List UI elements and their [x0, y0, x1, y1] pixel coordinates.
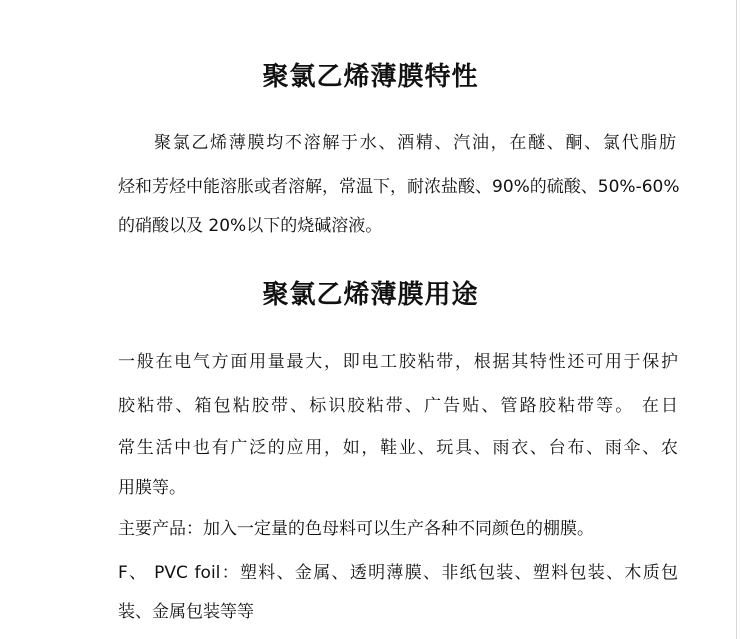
pvc-foil-line-2: 装、金属包装等等: [118, 602, 254, 622]
properties-line-3: 的硝酸以及 20%以下的烧碱溶液。: [118, 216, 383, 236]
uses-line-4: 用膜等。: [118, 478, 186, 498]
main-products-line: 主要产品：加入一定量的色母料可以生产各种不同颜色的棚膜。: [118, 519, 594, 539]
pvc-foil-line-1: F、 PVC foil：塑料、金属、透明薄膜、非纸包装、塑料包装、木质包: [118, 563, 678, 583]
section-title-uses: 聚氯乙烯薄膜用途: [262, 280, 479, 310]
section-title-properties: 聚氯乙烯薄膜特性: [262, 62, 479, 92]
page-edge-divider: [736, 0, 737, 639]
properties-line-2: 烃和芳烃中能溶胀或者溶解，常温下，耐浓盐酸、90%的硫酸、50%-60%: [118, 177, 680, 197]
uses-line-1: 一般在电气方面用量最大，即电工胶粘带，根据其特性还可用于保护: [118, 352, 678, 372]
uses-line-2: 胶粘带、箱包粘胶带、标识胶粘带、广告贴、管路胶粘带等。 在日: [118, 396, 678, 416]
uses-line-3: 常生活中也有广泛的应用，如，鞋业、玩具、雨衣、台布、雨伞、农: [118, 438, 678, 458]
properties-line-1: 聚氯乙烯薄膜均不溶解于水、酒精、汽油，在醚、酮、氯代脂肪: [154, 133, 676, 153]
